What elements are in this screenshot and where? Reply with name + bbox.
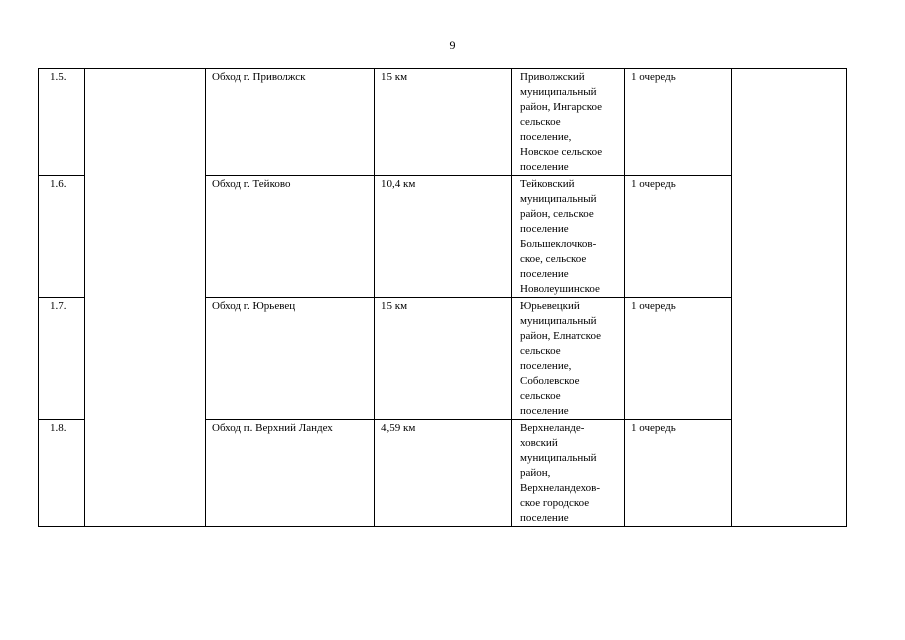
table-row <box>39 69 847 176</box>
stage-cell: 1 очередь <box>625 420 732 527</box>
road-name-cell: Обход п. Верхний Ландех <box>206 420 375 527</box>
stage-cell: 1 очередь <box>625 69 732 176</box>
row-number-cell: 1.5. <box>39 69 85 176</box>
road-name-cell: Обход г. Приволжск <box>206 69 375 176</box>
stage-cell: 1 очередь <box>625 298 732 420</box>
roads-table <box>38 68 847 527</box>
road-name-cell: Обход г. Юрьевец <box>206 298 375 420</box>
road-name-cell: Обход г. Тейково <box>206 176 375 298</box>
row-number-cell: 1.6. <box>39 176 85 298</box>
road-length-cell: 4,59 км <box>375 420 512 527</box>
location-cell: Юрьевецкий муниципальный район, Елнатское сельское поселение, Соболевское сельское поселение <box>512 298 625 420</box>
road-length-cell: 15 км <box>375 69 512 176</box>
location-cell: Приволжский муниципальный район, Ингарское сельское поселение, Новское сельское поселение <box>512 69 625 176</box>
merged-empty-cell <box>85 69 206 527</box>
row-number-cell: 1.7. <box>39 298 85 420</box>
road-length-cell: 10,4 км <box>375 176 512 298</box>
road-length-cell: 15 км <box>375 298 512 420</box>
location-cell: Тейковский муниципальный район, сельское поселение Большеклочков- ское, сельское поселение Новолеушинское <box>512 176 625 298</box>
row-number-cell: 1.8. <box>39 420 85 527</box>
merged-empty-cell-right <box>732 69 847 527</box>
location-cell: Верхнеланде- ховский муниципальный район, Верхнеландехов- ское городское поселение <box>512 420 625 527</box>
stage-cell: 1 очередь <box>625 176 732 298</box>
page-number: 9 <box>449 38 456 52</box>
